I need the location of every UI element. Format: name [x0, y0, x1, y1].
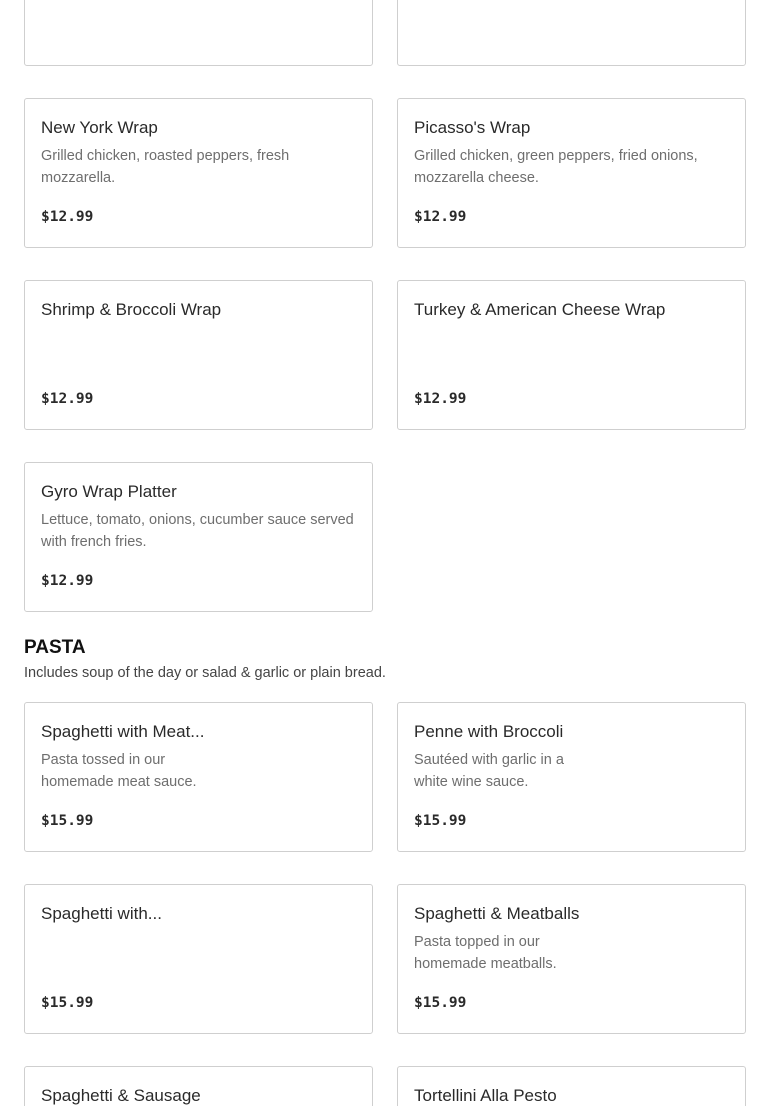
item-price: $12.99	[41, 573, 94, 589]
item-description: Grilled chicken, green peppers, fried onions, mozzarella cheese.	[414, 148, 698, 186]
menu-item-card[interactable]	[24, 884, 373, 1034]
item-name: Spaghetti & Meatballs	[414, 904, 580, 923]
item-price: $15.99	[41, 813, 94, 829]
item-price: $12.99	[414, 391, 467, 407]
item-name: Spaghetti with Meat...	[41, 722, 205, 741]
item-price: $12.99	[41, 209, 94, 225]
item-price: $15.99	[41, 995, 94, 1011]
item-name: Spaghetti & Sausage	[41, 1086, 201, 1105]
item-price: $12.99	[41, 391, 94, 407]
item-description: Pasta topped in our homemade meatballs.	[414, 934, 557, 972]
menu-item-card[interactable]	[397, 884, 746, 1034]
menu-item-card[interactable]	[397, 280, 746, 430]
item-description: Grilled chicken, roasted peppers, fresh mozzarella.	[41, 148, 290, 186]
item-description: Pasta tossed in our homemade meat sauce.	[41, 752, 197, 790]
menu-item-card[interactable]	[397, 1066, 746, 1106]
menu-item-card[interactable]	[24, 462, 373, 612]
menu-item-card[interactable]	[397, 98, 746, 248]
menu-item-card[interactable]	[24, 702, 373, 852]
section-title: PASTA	[24, 637, 86, 658]
item-name: Penne with Broccoli	[414, 722, 564, 741]
menu-item-card[interactable]	[24, 98, 373, 248]
item-name: Gyro Wrap Platter	[41, 482, 177, 501]
item-price: $15.99	[414, 995, 467, 1011]
item-name: Tortellini Alla Pesto	[414, 1086, 557, 1105]
item-name: Turkey & American Cheese Wrap	[414, 300, 666, 319]
item-name: Picasso's Wrap	[414, 118, 531, 137]
menu-item-card[interactable]	[24, 280, 373, 430]
menu-item-card[interactable]	[24, 0, 373, 66]
section-note: Includes soup of the day or salad & garlic or plain bread.	[24, 665, 386, 681]
item-description: Lettuce, tomato, onions, cucumber sauce served with french fries.	[41, 512, 354, 550]
menu-item-card[interactable]	[24, 1066, 373, 1106]
menu-item-card[interactable]	[397, 0, 746, 66]
item-name: Shrimp & Broccoli Wrap	[41, 300, 222, 319]
menu-item-card[interactable]	[397, 702, 746, 852]
item-price: $15.99	[414, 813, 467, 829]
item-name: New York Wrap	[41, 118, 158, 137]
item-price: $12.99	[414, 209, 467, 225]
item-name: Spaghetti with...	[41, 904, 162, 923]
item-description: Sautéed with garlic in a white wine sauce.	[414, 752, 564, 790]
